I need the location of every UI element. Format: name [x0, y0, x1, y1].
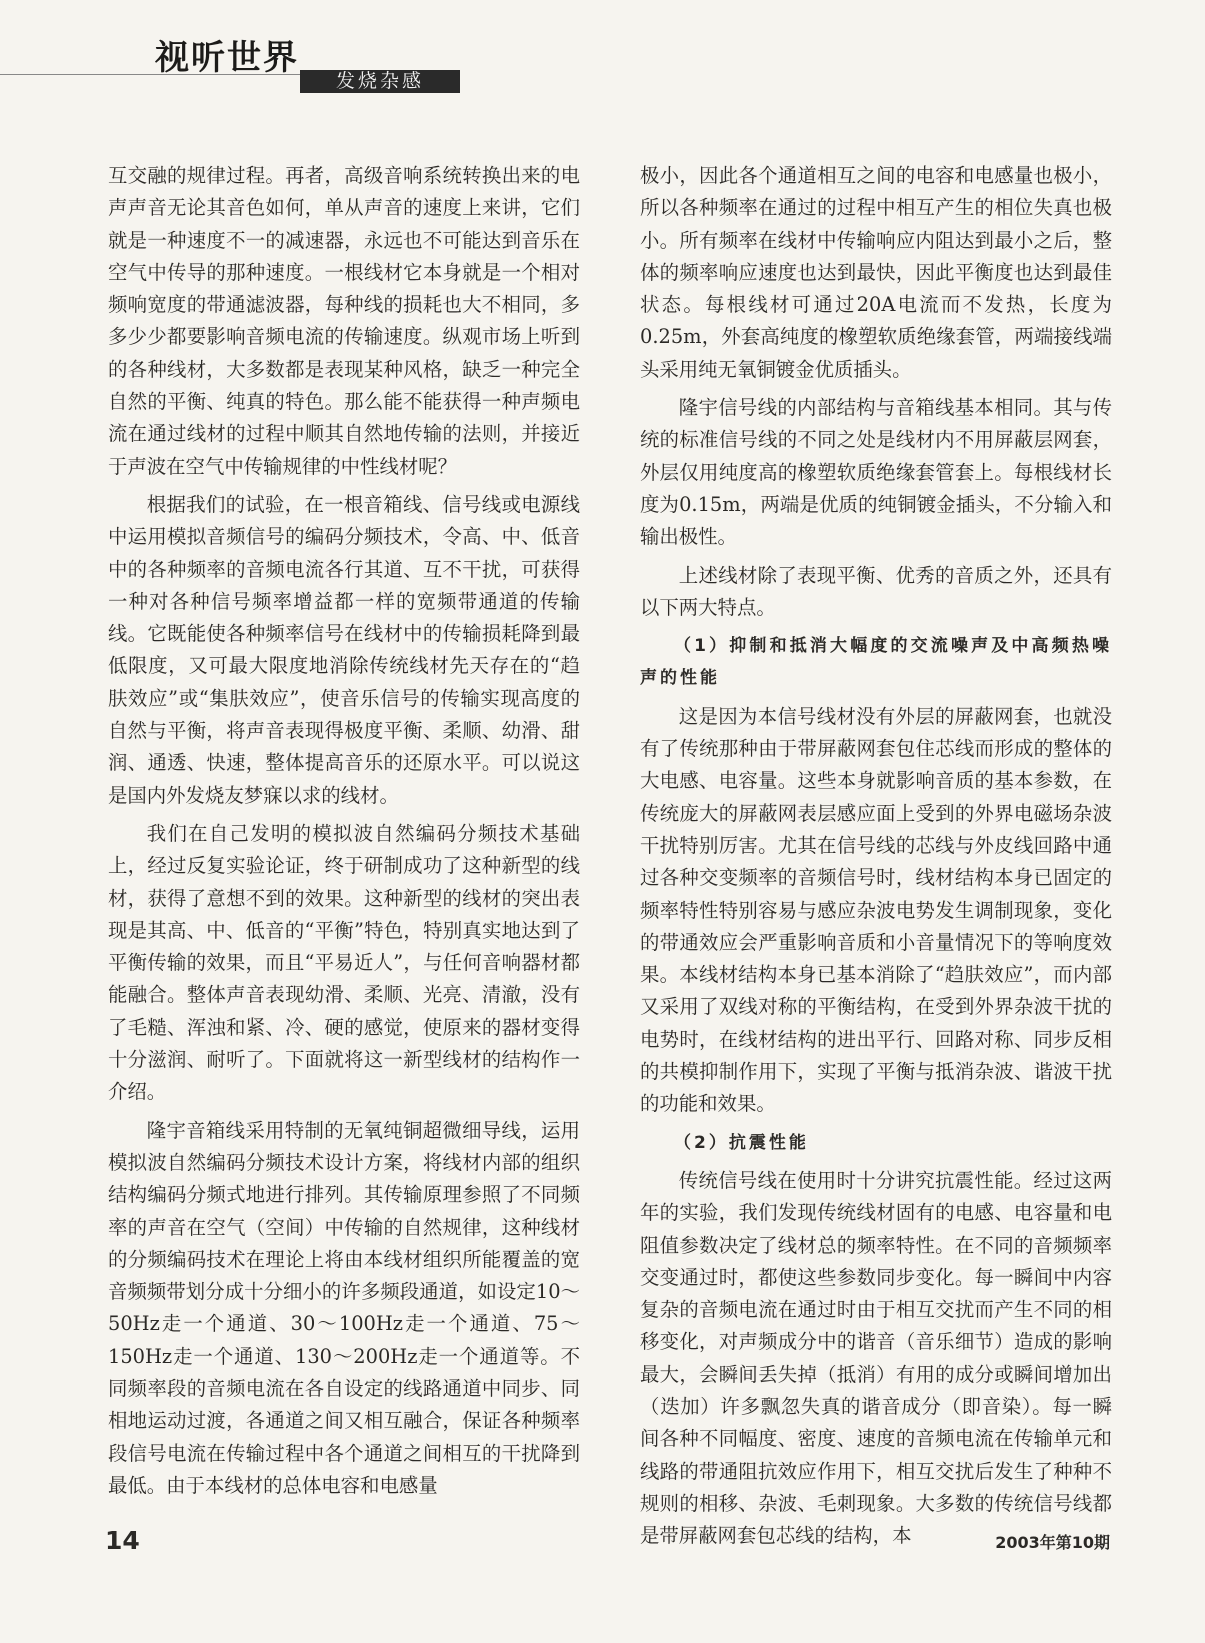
section-tag: 发烧杂感: [300, 70, 460, 93]
paragraph: 我们在自己发明的模拟波自然编码分频技术基础上，经过反复实验论证，终于研制成功了这种新型的线材，获得了意想不到的效果。这种新型的线材的突出表现是其高、中、低音的“平衡”特色，特别真实地达到了平衡传输的效果，而且“平易近人”，与任何音响器材都能融合。整体声音表现幼滑、柔顺、光亮、清澈，没有了毛糙、浑浊和紧、冷、硬的感觉，使原来的器材变得十分滋润、耐听了。下面就将这一新型线材的结构作一介绍。: [108, 821, 580, 1104]
paragraph: 上述线材除了表现平衡、优秀的音质之外，还具有以下两大特点。: [640, 563, 1112, 619]
page-number: 14: [105, 1526, 140, 1555]
paragraph: 互交融的规律过程。再者，高级音响系统转换出来的电声声音无论其音色如何，单从声音的速度上来讲，它们就是一种速度不一的减速器，永远也不可能达到音乐在空气中传导的那种速度。一根线材它本身就是一个相对频响宽度的带通滤波器，每种线的损耗也大不相同，多多少少都要影响音频电流的传输速度。纵观市场上听到的各种线材，大多数都是表现某种风格，缺乏一种完全自然的平衡、纯真的特色。那么能不能获得一种声频电流在通过线材的过程中顺其自然地传输的法则，并接近于声波在空气中传输规律的中性线材呢？: [108, 164, 580, 478]
paragraph: 传统信号线在使用时十分讲究抗震性能。经过这两年的实验，我们发现传统线材固有的电感、电容量和电阻值参数决定了线材总的频率特性。在不同的音频频率交变通过时，都使这些参数同步变化。每一瞬间中内容复杂的音频电流在通过时由于相互交扰而产生不同的相移变化，对声频成分中的谐音（音乐细节）造成的影响最大，会瞬间丢失掉（抵消）有用的成分或瞬间增加出（迭加）许多飘忽失真的谐音成分（即音染）。每一瞬间各种不同幅度、密度、速度的音频电流在传输单元和线路的带通阻抗效应作用下，相互交扰后发生了种种不规则的相移、杂波、毛刺现象。大多数的传统信号线都是带屏蔽网套包芯线的结构，本: [640, 1168, 1112, 1548]
subheading: （1）抑制和抵消大幅度的交流噪声及中高频热噪声的性能: [640, 636, 1112, 689]
paragraph: 这是因为本信号线材没有外层的屏蔽网套，也就没有了传统那种由于带屏蔽网套包住芯线而形成的整体的大电感、电容量。这些本身就影响音质的基本参数，在传统庞大的屏蔽网表层感应面上受到的外界电磁场杂波干扰特别厉害。尤其在信号线的芯线与外皮线回路中通过各种交变频率的音频信号时，线材结构本身已固定的频率特性特别容易与感应杂波电势发生调制现象，变化的带通效应会严重影响音质和小音量情况下的等响度效果。本线材结构本身已基本消除了“趋肤效应”，而内部又采用了双线对称的平衡结构，在受到外界杂波干扰的电势时，在线材结构的进出平行、回路对称、同步反相的共模抑制作用下，实现了平衡与抵消杂波、谐波干扰的功能和效果。: [640, 704, 1112, 1116]
subheading: （2）抗震性能: [674, 1132, 809, 1153]
magazine-masthead: 视听世界: [155, 38, 299, 78]
paragraph: 隆宇音箱线采用特制的无氧纯铜超微细导线，运用模拟波自然编码分频技术设计方案，将线材内部的组织结构编码分频式地进行排列。其传输原理参照了不同频率的声音在空气（空间）中传输的自然规律，这种线材的分频编码技术在理论上将由本线材组织所能覆盖的宽音频频带划分成十分细小的许多频段通道，如设定10～50Hz走一个通道、30～100Hz走一个通道、75～150Hz走一个通道、130～200Hz走一个通道等。不同频率段的音频电流在各自设定的线路通道中同步、同相地运动过渡，各通道之间又相互融合，保证各种频率段信号电流在传输过程中各个通道之间相互的干扰降到最低。由于本线材的总体电容和电感量: [108, 1118, 580, 1497]
left-column: [108, 160, 580, 1508]
paragraph: 极小，因此各个通道相互之间的电容和电感量也极小，所以各种频率在通过的过程中相互产生的相位失真也极小。所有频率在线材中传输响应内阻达到最小之后，整体的频率响应速度也达到最快，因此平衡度也达到最佳状态。每根线材可通过20A电流而不发热，长度为0.25m，外套高纯度的橡塑软质绝缘套管，两端接线端头采用纯无氧铜镀金优质插头。: [640, 164, 1112, 381]
paragraph: 隆宇信号线的内部结构与音箱线基本相同。其与传统的标准信号线的不同之处是线材内不用屏蔽层网套，外层仅用纯度高的橡塑软质绝缘套管套上。每根线材长度为0.15m，两端是优质的纯铜镀金插头，不分输入和输出极性。: [640, 396, 1112, 549]
right-column: [640, 160, 1112, 1558]
issue-label: 2003年第10期: [995, 1533, 1110, 1552]
paragraph: 根据我们的试验，在一根音箱线、信号线或电源线中运用模拟音频信号的编码分频技术，令高、中、低音中的各种频率的音频电流各行其道、互不干扰，可获得一种对各种信号频率增益都一样的宽频带通道的传输线。它既能使各种频率信号在线材中的传输损耗降到最低限度，又可最大限度地消除传统线材先天存在的“趋肤效应”或“集肤效应”，使音乐信号的传输实现高度的自然与平衡，将声音表现得极度平衡、柔顺、幼滑、甜润、通透、快速，整体提高音乐的还原水平。可以说这是国内外发烧友梦寐以求的线材。: [108, 492, 580, 807]
